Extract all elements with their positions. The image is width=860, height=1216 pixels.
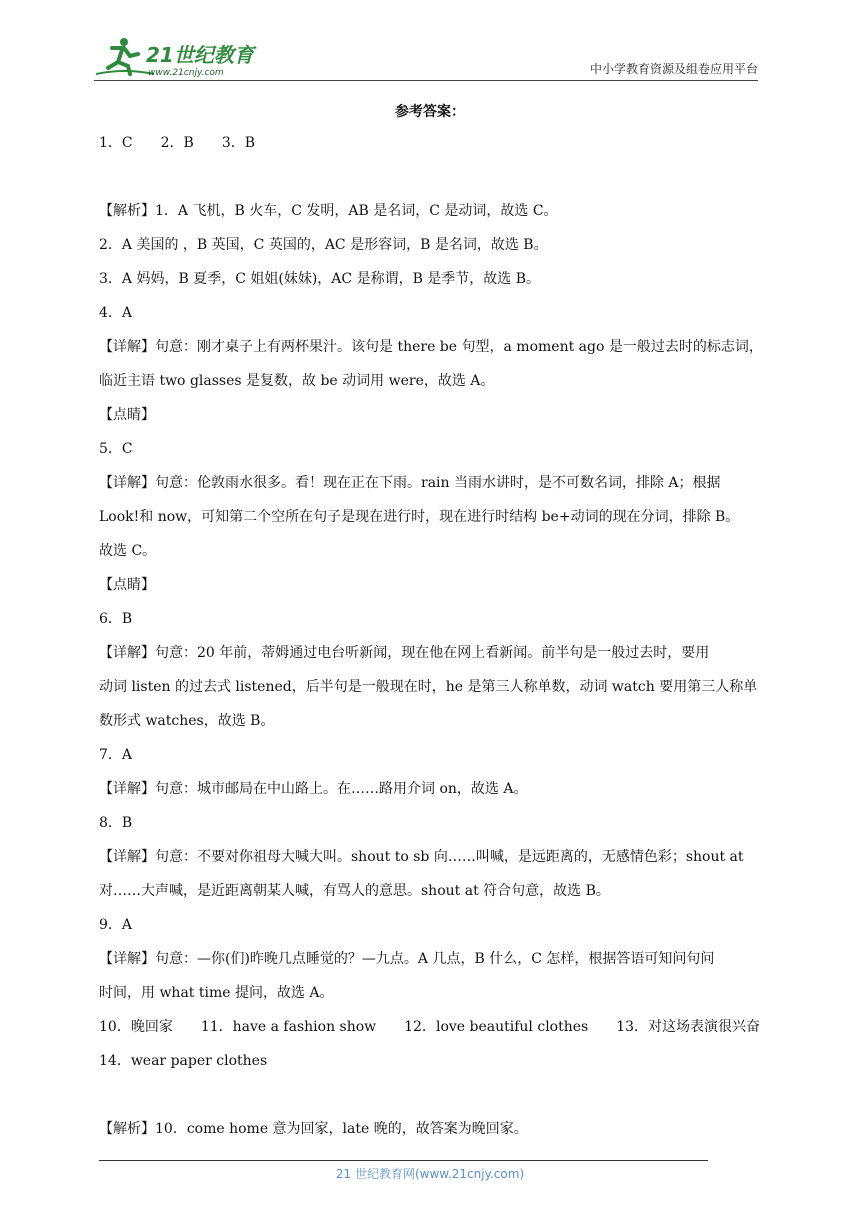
answer-line: 【详解】句意：—你(们)昨晚几点睡觉的？—九点。A 几点，B 什么，C 怎样，根据答语可知问句问: [99, 951, 715, 967]
answer-line: 5．C: [99, 441, 133, 457]
blank-line: [99, 160, 764, 194]
footer-text[interactable]: 21 世纪教育网(www.21cnjy.com): [335, 1167, 525, 1181]
answer-line: 1．C 2．B 3．B: [99, 135, 256, 151]
answer-line: 9．A: [99, 917, 133, 933]
answer-line: Look!和 now，可知第二个空所在句子是现在进行时，现在进行时结构 be+动词的现在分词，排除 B。: [99, 509, 740, 525]
logo-url: www.21cnjy.com: [148, 68, 224, 78]
answer-line: 故选 C。: [99, 543, 157, 559]
answer-line: 【详解】句意：伦敦雨水很多。看！现在正在下雨。rain 当雨水讲时，是不可数名词，排除 A；根据: [99, 475, 721, 491]
answer-content: [99, 126, 764, 1146]
answer-line: 【解析】10．come home 意为回家，late 晚的，故答案为晚回家。: [99, 1121, 528, 1137]
answer-line: 7．A: [99, 747, 133, 763]
answer-line: 【解析】1．A 飞机，B 火车，C 发明，AB 是名词，C 是动词，故选 C。: [99, 203, 558, 219]
header-divider: [94, 80, 758, 81]
answer-line: 【详解】句意：20 年前，蒂姆通过电台听新闻，现在他在网上看新闻。前半句是一般过去时，要用: [99, 645, 710, 661]
logo-text: 21世纪教育: [146, 43, 254, 67]
answer-line: 14．wear paper clothes: [99, 1053, 268, 1069]
header-platform-text: 中小学教育资源及组卷应用平台: [589, 62, 758, 76]
answer-line: 3．A 妈妈，B 夏季，C 姐姐(妹妹)，AC 是称谓，B 是季节，故选 B。: [99, 271, 541, 287]
answer-line: 8．B: [99, 815, 133, 831]
answer-line: 时间，用 what time 提问，故选 A。: [99, 985, 334, 1001]
answer-line: 【详解】句意：不要对你祖母大喊大叫。shout to sb 向……叫喊，是远距离的，无感情色彩；shout at: [99, 849, 744, 865]
page-header: [94, 30, 758, 82]
blank-line: [99, 1078, 764, 1112]
answer-line: 临近主语 two glasses 是复数，故 be 动词用 were，故选 A。: [99, 373, 495, 389]
footer-divider: [99, 1160, 708, 1161]
answer-line: 【点睛】: [99, 407, 155, 423]
answer-line: 6．B: [99, 611, 133, 627]
answer-line: 【详解】句意：城市邮局在中山路上。在……路用介词 on，故选 A。: [99, 781, 528, 797]
answer-line: 2．A 美国的 ，B 英国，C 英国的，AC 是形容词，B 是名词，故选 B。: [99, 237, 548, 253]
answer-line: 4．A: [99, 305, 133, 321]
answer-line: 对……大声喊，是近距离朝某人喊，有骂人的意思。shout at 符合句意，故选 B。: [99, 883, 610, 899]
answer-line: 【详解】句意：刚才桌子上有两杯果汁。该句是 there be 句型，a moment ago 是一般过去时的标志词，: [99, 339, 763, 355]
answer-line: 【点睛】: [99, 577, 155, 593]
page-title: 参考答案：: [395, 104, 465, 120]
answer-line: 动词 listen 的过去式 listened，后半句是一般现在时，he 是第三人称单数，动词 watch 要用第三人称单: [99, 679, 758, 695]
answer-line: 10．晚回家 11．have a fashion show 12．love beautiful clothes 13．对这场表演很兴奋: [99, 1019, 761, 1035]
answer-line: 数形式 watches，故选 B。: [99, 713, 275, 729]
logo: [94, 34, 264, 78]
